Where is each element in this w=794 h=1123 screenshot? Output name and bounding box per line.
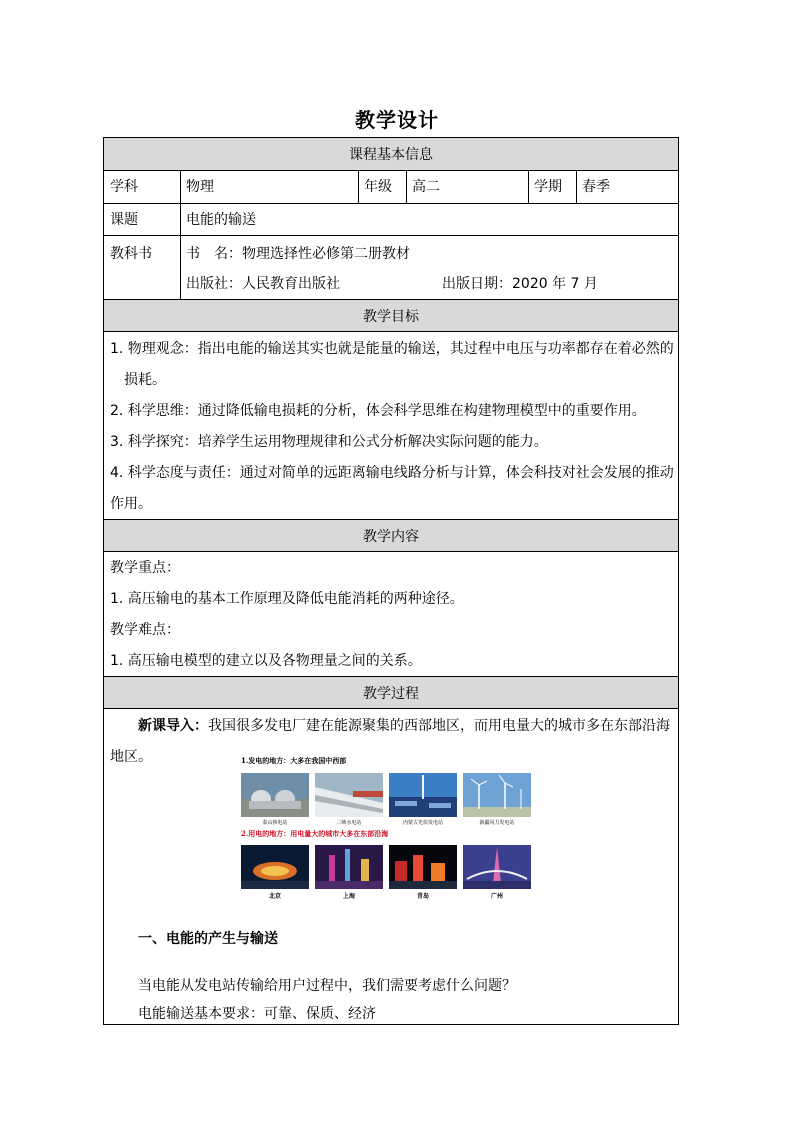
section-content: 教学内容 — [104, 519, 678, 552]
textbook-name: 书 名：物理选择性必修第二册教材 — [186, 246, 410, 262]
figure-caption-generation: 1.发电的地方：大多在我国中西部 — [241, 756, 347, 765]
section-process: 教学过程 — [104, 676, 678, 709]
plant-label: 内蒙古光伏发电站 — [402, 820, 443, 826]
textbook-publisher: 出版社：人民教育出版社 — [186, 276, 340, 292]
section-basic-info: 课程基本信息 — [104, 138, 678, 171]
term-value: 春季 — [582, 179, 610, 195]
city-label: 北京 — [268, 893, 281, 900]
content-block — [110, 553, 674, 677]
divider — [104, 235, 678, 236]
objective-4-line1: 4. 科学态度与责任：通过对简单的远距离输电线路分析与计算，体会科技对社会发展的推动 — [110, 465, 674, 481]
question-text: 当电能从发电站传输给用户过程中，我们需要考虑什么问题？ — [138, 978, 516, 994]
city-shanghai-image — [315, 845, 383, 889]
section-objectives: 教学目标 — [104, 299, 678, 332]
city-guangzhou-image — [463, 845, 531, 889]
figure-caption-consumption: 2.用电的地方：用电量大的城市大多在东部沿海 — [241, 829, 389, 838]
objective-1-line1: 1. 物理观念：指出电能的输送其实也就是能量的输送，其过程中电压与功率都存在着必然的 — [110, 341, 674, 357]
subject-value: 物理 — [186, 179, 214, 195]
plant-label: 三峡水电站 — [336, 820, 362, 826]
divider — [358, 171, 359, 203]
subject-label: 学科 — [110, 179, 138, 195]
objective-1-line2: 损耗。 — [124, 372, 166, 388]
divider — [576, 171, 577, 203]
objective-2: 2. 科学思维：通过降低输电损耗的分析，体会科学思维在构建物理模型中的重要作用。 — [110, 403, 646, 419]
city-qingdao-image — [389, 845, 457, 889]
plant-label: 泰山核电站 — [262, 820, 288, 826]
divider — [528, 171, 529, 203]
solar-plant-image — [389, 773, 457, 817]
hydro-plant-image — [315, 773, 383, 817]
intro-label: 新课导入： — [138, 718, 208, 734]
objective-3: 3. 科学探究：培养学生运用物理规律和公式分析解决实际问题的能力。 — [110, 434, 548, 450]
textbook-label: 教科书 — [110, 246, 152, 262]
lesson-plan-table — [103, 137, 679, 1025]
city-label: 青岛 — [416, 893, 429, 900]
topic-value: 电能的输送 — [186, 212, 256, 228]
city-beijing-image — [241, 845, 309, 889]
topic-label: 课题 — [110, 212, 138, 228]
difficulty-item: 1. 高压输电模型的建立以及各物理量之间的关系。 — [110, 653, 422, 669]
wind-farm-image — [463, 773, 531, 817]
key-point-item: 1. 高压输电的基本工作原理及降低电能消耗的两种途径。 — [110, 591, 464, 607]
grade-label: 年级 — [364, 179, 392, 195]
textbook-publish-date: 出版日期：2020 年 7 月 — [442, 276, 598, 292]
city-label: 广州 — [490, 893, 503, 900]
divider — [406, 171, 407, 203]
objective-4-line2: 作用。 — [110, 496, 152, 512]
objective-item — [110, 334, 674, 520]
power-figure — [239, 753, 539, 905]
requirements-text: 电能输送基本要求：可靠、保质、经济 — [138, 1006, 376, 1022]
intro-text: 我国很多发电厂建在能源聚集的西部地区，而用电量大的城市多在东部沿海 — [208, 718, 670, 734]
grade-value: 高二 — [412, 179, 440, 195]
plant-label: 新疆风力发电站 — [479, 820, 515, 826]
section-heading-1: 一、电能的产生与输送 — [138, 931, 278, 947]
term-label: 学期 — [534, 179, 562, 195]
document-title: 教学设计 — [355, 108, 439, 132]
difficulty-label: 教学难点： — [110, 622, 180, 638]
nuclear-plant-image — [241, 773, 309, 817]
divider — [104, 203, 678, 204]
city-label: 上海 — [342, 893, 355, 900]
key-point-label: 教学重点： — [110, 560, 180, 576]
intro-text-cont: 地区。 — [110, 749, 152, 765]
